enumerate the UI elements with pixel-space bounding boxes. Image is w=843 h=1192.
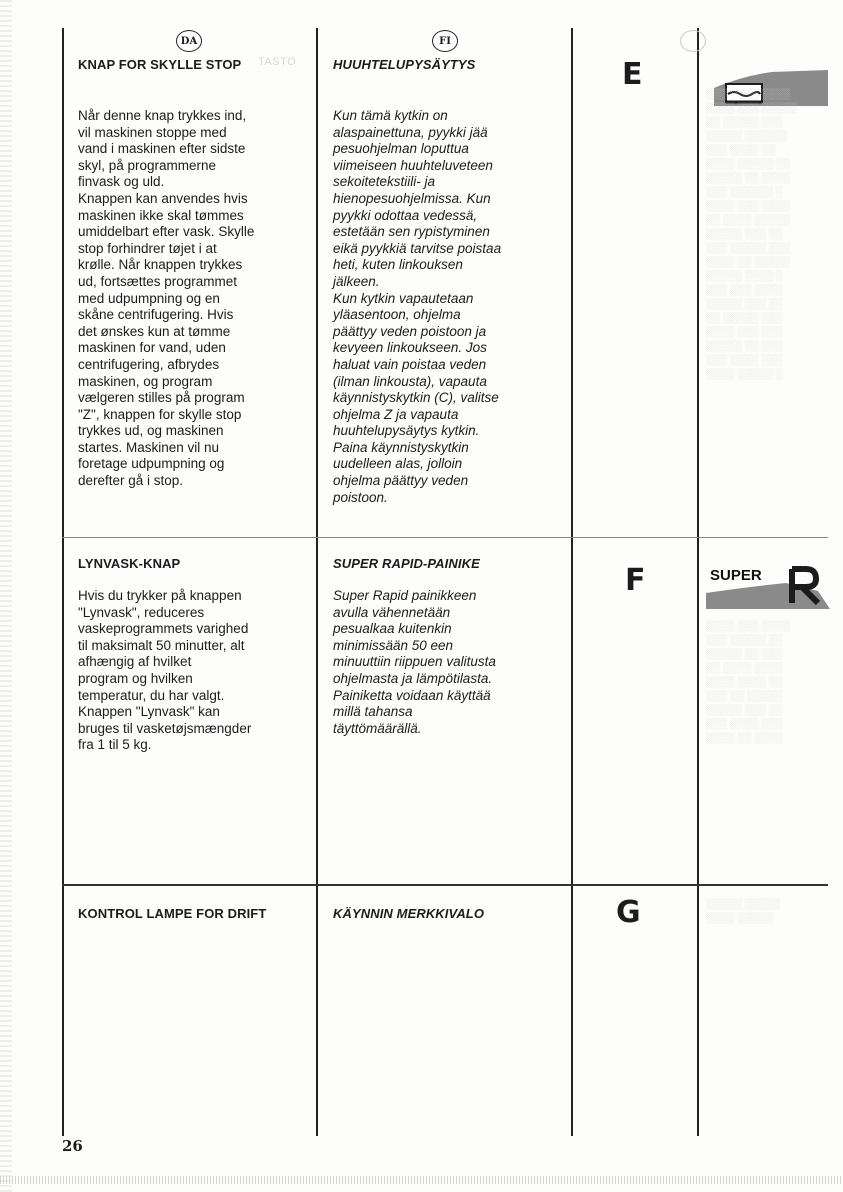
heading-e-da: KNAP FOR SKYLLE STOP bbox=[78, 57, 242, 72]
heading-f-da: LYNVASK-KNAP bbox=[78, 556, 181, 571]
language-badge-faint bbox=[680, 30, 706, 52]
scan-bottom-edge bbox=[0, 1176, 843, 1184]
bleed-through-column-f: ░░░░ ░░░ ░░░░ ░░░ ░░░░░ ░░ ░░░░░ ░░ ░░░ ░░ ░░░░ ░░░░ ░░░░ ░░░░ ░░ ░░░ ░░ ░░░░░ ░░░░░ ░░░ ░░ ░░░ ░░░░ ░░░ ░░░░ ░░ ░░░░ bbox=[706, 621, 790, 744]
super-r-icon bbox=[706, 565, 830, 611]
bleed-through-text: TASTO bbox=[258, 56, 297, 68]
body-f-fi: Super Rapid painikkeen avulla vähennetään pesualkaa kuitenkin minimissään 50 een minuuttiin riippuen valitusta ohjelmasta ja lämpötilasta. Painiketta voidaan käyttää millä tahansa täyttömäärällä. bbox=[333, 588, 496, 736]
section-letter-e: E bbox=[622, 57, 643, 92]
column-divider-fi-letter bbox=[571, 28, 573, 1136]
body-e-da: Når denne knap trykkes ind, vil maskinen stoppe med vand i maskinen efter sidste skyl, på programmerne finvask og uld. Knappen kan anvendes hvis maskinen ikke skal tømmes umiddelbart efter vask. Skylle stop forhindrer tøjet i at krølle. Når knappen trykkes ud, fortsættes programmet med udpumpning og en skåne centrifugering. Hvis det ønskes kun at tømme maskinen for vand, uden centrifugering, afbrydes maskinen, og program vælgeren stilles på program "Z", knappen for skylle stop trykkes ud, og maskinen startes. Maskinen vil nu foretage udpumpning og derefter gå i stop. bbox=[78, 108, 255, 489]
language-badge-fi: FI bbox=[432, 30, 458, 52]
heading-f-fi: SUPER RAPID-PAINIKE bbox=[333, 556, 480, 571]
super-r-icon-label: SUPER bbox=[710, 567, 762, 584]
heading-g-da: KONTROL LAMPE FOR DRIFT bbox=[78, 906, 267, 921]
section-letter-f: F bbox=[625, 563, 646, 598]
column-divider-da-fi bbox=[316, 28, 318, 1136]
column-divider-letter-faint bbox=[697, 28, 699, 1136]
heading-e-fi: HUUHTELUPYSÄYTYS bbox=[333, 57, 476, 72]
left-margin-rule bbox=[62, 28, 64, 1136]
bleed-through-column-g: ░░░░░ ░░░░░ ░░░░ ░░░░░ bbox=[706, 899, 780, 924]
language-badge-da: DA bbox=[176, 30, 202, 52]
bleed-through-column-e: ░░░ ░░░░ ░░░░ ░░░░ ░░░ ░░░░░ ░░ ░░░░░ ░░░ ░░░░░ ░░░░░░ ░░░ ░░░░ ░░ ░░░░ ░░░░░ ░░ ░░░░░ ░░ ░░░░ ░░░ ░░░░░░ ░ ░░░░ ░░░ ░░░░ ░░ ░░░░ ░░░░░ ░░░░░ ░░░ ░░ ░░░ ░░░░░ ░░░ ░░░░ ░░ ░░░░░ ░░░░░ ░░░░ ░ ░░░ ░░░ ░░░░ ░░░░░ ░░░ ░░ ░░ ░░░░░ ░░░ ░░░░ ░░░ ░░░ ░░░░░ ░░ ░░░ ░░░ ░░░░ ░░░ ░░░░ ░░░░░ ░ bbox=[706, 89, 797, 380]
body-f-da: Hvis du trykker på knappen "Lynvask", reduceres vaskeprogrammets varighed til maksimalt 50 minutter, alt afhængig af hvilket program og hvilken temperatur, du har valgt. Knappen "Lynvask" kan bruges til vasketøjsmængder fra 1 til 5 kg. bbox=[78, 588, 252, 753]
row-divider-f-g bbox=[62, 884, 828, 886]
section-letter-g: G bbox=[616, 895, 641, 930]
heading-g-fi: KÄYNNIN MERKKIVALO bbox=[333, 906, 485, 921]
body-e-fi: Kun tämä kytkin on alaspainettuna, pyykki jää pesuohjelman loputtua viimeiseen huuhteluveteen sekoitetekstiili- ja hienopesuohjelmissa. Kun pyykki odottaa vedessä, estetään sen rypistyminen eikä pyykkiä tarvitse poistaa heti, kuten linkouksen jälkeen. Kun kytkin vapautetaan yläasentoon, ohjelma päättyy veden poistoon ja kevyeen linkoukseen. Jos haluat vain poistaa veden (ilman linkousta), vapauta käynnistyskytkin (C), valitse ohjelma Z ja vapauta huuhtelupysäytys kytkin. Paina käynnistyskytkin uudelleen alas, jolloin ohjelma päättyy veden poistoon. bbox=[333, 108, 502, 505]
scan-margin-edge bbox=[0, 0, 12, 1192]
page-number: 26 bbox=[62, 1137, 83, 1155]
row-divider-e-f bbox=[62, 537, 828, 538]
